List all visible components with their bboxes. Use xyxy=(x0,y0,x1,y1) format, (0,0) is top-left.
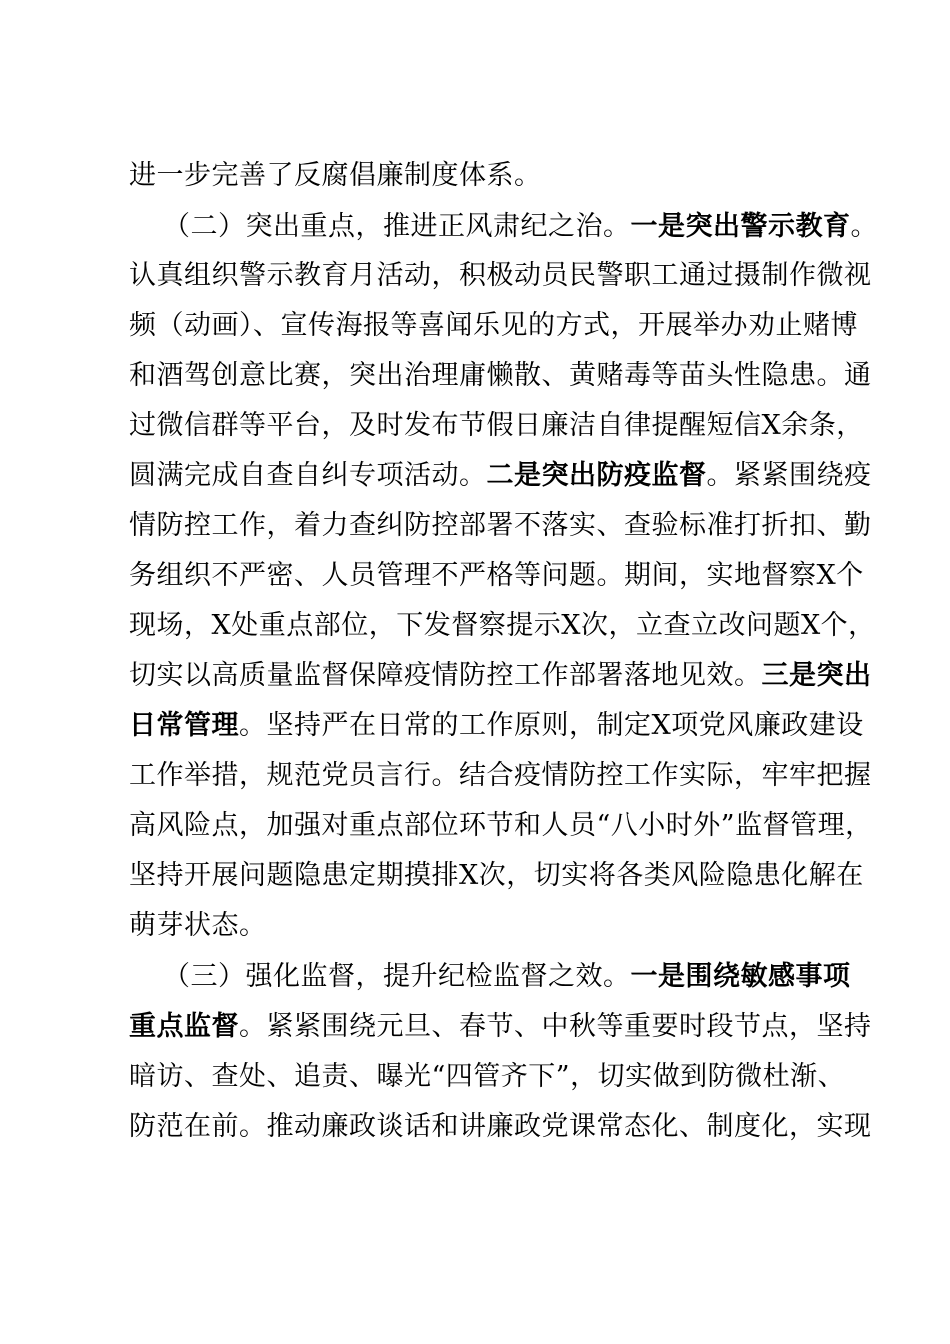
text-segment: 进一步完善了反腐倡廉制度体系。 xyxy=(129,160,542,191)
text-line xyxy=(129,456,950,496)
text-segment: 和酒驾创意比赛，突出治理庸懒散、黄赌毒等苗头性隐患。通 xyxy=(129,360,872,391)
text-segment: 认真组织警示教育月活动，积极动员民警职工通过摄制作微视 xyxy=(129,260,872,291)
text-line xyxy=(129,656,950,696)
text-segment: 暗访、查处、追责、曝光“四管齐下”，切实做到防微杜渐、 xyxy=(129,1061,846,1092)
bold-text-segment: 一是围绕敏感事项 xyxy=(630,961,851,992)
text-segment: 萌芽状态。 xyxy=(129,910,267,941)
text-segment: 防范在前。推动廉政谈话和讲廉政党课常态化、制度化，实现 xyxy=(129,1111,872,1142)
bold-text-segment: 三是突出 xyxy=(761,660,872,691)
text-segment: 情防控工作，着力查纠防控部署不落实、查验标准打折扣、勤 xyxy=(129,510,872,541)
text-line xyxy=(129,356,950,396)
text-line xyxy=(163,207,950,247)
text-line xyxy=(129,856,950,896)
text-line xyxy=(129,306,950,346)
bold-text-segment: 二是突出防疫监督 xyxy=(486,460,707,491)
text-segment: 坚持开展问题隐患定期摸排X次，切实将各类风险隐患化解在 xyxy=(129,860,864,891)
text-line xyxy=(163,957,950,997)
text-line xyxy=(129,906,950,946)
text-segment: 高风险点，加强对重点部位环节和人员“八小时外”监督管理， xyxy=(129,810,873,841)
text-line xyxy=(129,556,950,596)
text-line xyxy=(129,406,950,446)
text-segment: 过微信群等平台，及时发布节假日廉洁自律提醒短信X余条， xyxy=(129,410,864,441)
bold-text-segment: 重点监督 xyxy=(129,1011,239,1042)
bold-text-segment: 一是突出警示教育 xyxy=(630,211,851,242)
text-line xyxy=(129,1107,950,1147)
text-line xyxy=(129,806,950,846)
text-segment: 切实以高质量监督保障疫情防控工作部署落地见效。 xyxy=(129,660,762,691)
text-segment: 。紧紧围绕疫 xyxy=(706,460,872,491)
text-segment: 。紧紧围绕元旦、春节、中秋等重要时段节点，坚持 xyxy=(239,1011,872,1042)
text-line xyxy=(129,506,950,546)
text-line xyxy=(129,706,950,746)
text-line xyxy=(129,1007,950,1047)
text-segment: 务组织不严密、人员管理不严格等问题。期间，实地督察X个 xyxy=(129,560,864,591)
text-line xyxy=(129,156,950,196)
text-line xyxy=(129,606,950,646)
text-segment: 现场，X处重点部位，下发督察提示X次，立查立改问题X个， xyxy=(129,610,876,641)
text-segment: 。坚持严在日常的工作原则，制定X项党风廉政建设 xyxy=(239,710,864,741)
text-line xyxy=(129,256,950,296)
text-line xyxy=(129,1057,950,1097)
text-segment: （三）强化监督，提升纪检监督之效。 xyxy=(163,961,631,992)
text-segment: （二）突出重点，推进正风肃纪之治。 xyxy=(163,211,631,242)
bold-text-segment: 日常管理 xyxy=(129,710,239,741)
text-line xyxy=(129,756,950,796)
text-segment: 工作举措，规范党员言行。结合疫情防控工作实际，牢牢把握 xyxy=(129,760,872,791)
text-segment: 。 xyxy=(850,211,878,242)
text-segment: 圆满完成自查自纠专项活动。 xyxy=(129,460,487,491)
text-segment: 频（动画）、宣传海报等喜闻乐见的方式，开展举办劝止赌博 xyxy=(129,310,858,341)
